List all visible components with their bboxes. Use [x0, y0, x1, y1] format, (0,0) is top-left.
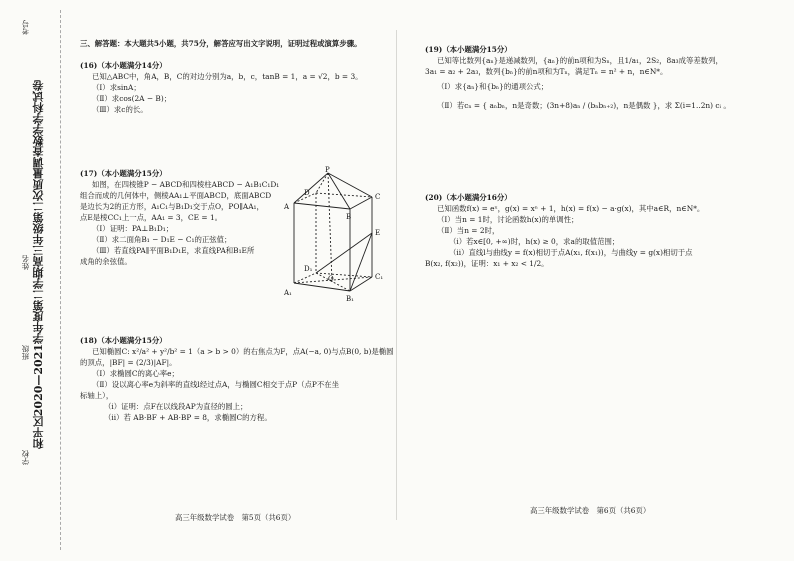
q20-part2: （Ⅱ）当n = 2时， — [437, 226, 500, 235]
binding-line — [60, 10, 62, 550]
question-19 — [425, 44, 767, 111]
q17-line: 组合而成的几何体中，侧棱AA₁⊥平面ABCD，底面ABCD — [80, 191, 272, 200]
prism-pyramid-figure — [280, 165, 392, 305]
q19-line: 已知等比数列{aₙ}是递减数列，{aₙ}的前n项和为Sₙ，且1/a₁，2S₂，8a₃成等差数列， — [437, 56, 723, 65]
question-18 — [80, 335, 394, 423]
question-17 — [80, 168, 279, 267]
q18-line: 已知椭圆C: x²/a² + y²/b² = 1（a > b > 0）的右焦点为F，点A(−a, 0)与点B(0, b)是椭圆 — [92, 347, 394, 356]
q17-part2: （Ⅱ）求二面角B₁ − D₁E − C₁的正弦值； — [92, 235, 232, 244]
label-C1: C₁ — [375, 273, 384, 281]
q17-part3: （Ⅲ）若直线PA∥平面B₁D₁E，求直线PA和B₁E所 — [92, 246, 255, 255]
q17-heading: (17)（本小题满分15分） — [80, 169, 167, 178]
q17-line: 点E是棱CC₁上一点，AA₁ = 3，CE = 1。 — [80, 213, 223, 222]
school-label: 学校 — [21, 450, 30, 465]
q20-line: B(x₂, f(x₂))，证明：x₁ + x₂ < 1/2。 — [425, 259, 549, 268]
q17-line: 如图，在四棱锥P − ABCD和四棱柱ABCD − A₁B₁C₁D₁ — [92, 180, 280, 189]
q17-line: 成角的余弦值。 — [80, 257, 132, 266]
q20-part1: （Ⅰ）当n = 1时，讨论函数h(x)的单调性； — [437, 215, 579, 224]
label-D: D — [304, 189, 310, 197]
label-O: O — [328, 275, 334, 283]
q16-heading: (16)（本小题满分14分） — [80, 61, 167, 70]
q19-part1: （Ⅰ）求{aₙ}和{bₙ}的通项公式； — [437, 82, 549, 91]
q19-line: 3a₁ = a₂ + 2a₃，数列{bₙ}的前n项和为Tₙ，满足Tₙ = n² + n，n∈N*。 — [425, 67, 668, 76]
question-16 — [80, 60, 363, 115]
label-P: P — [325, 166, 330, 174]
footer-page-5: 高三年级数学试卷 第5页（共6页） — [175, 513, 296, 522]
class-label: 班级 — [21, 345, 30, 360]
q20-part2-i: （ⅰ）若x∈[0, +∞)时，h(x) ≥ 0，求a的取值范围； — [449, 237, 620, 246]
q18-part2-i: （ⅰ）证明：点F在以线段AP为直径的圆上； — [104, 402, 248, 411]
q17-part1: （Ⅰ）证明：PA⊥B₁D₁； — [92, 224, 174, 233]
q18-part2-ii: （ⅱ）若 AB·BF + AB·BP = 8，求椭圆C的方程。 — [104, 413, 272, 422]
exam-no-label: 考号 — [21, 20, 30, 35]
q16-line: 已知△ABC中，角A，B，C的对边分别为a，b，c，tanB = 1，a = √2，b = 3。 — [92, 72, 363, 81]
label-C: C — [375, 193, 381, 201]
q19-heading: (19)（本小题满分15分） — [425, 45, 512, 54]
page-divider — [396, 30, 397, 520]
label-B: B — [346, 213, 352, 221]
label-A1: A₁ — [284, 289, 292, 297]
q16-part1: （Ⅰ）求sinA； — [92, 83, 141, 92]
footer-page-6: 高三年级数学试卷 第6页（共6页） — [530, 506, 651, 515]
q20-heading: (20)（本小题满分16分） — [425, 193, 512, 202]
q16-part2: （Ⅱ）求cos(2A − B)； — [92, 94, 172, 103]
q16-part3: （Ⅲ）求c的长。 — [92, 105, 148, 114]
q20-line: 已知函数f(x) = eˣ，g(x) = xⁿ + 1，h(x) = f(x) − a·g(x)，其中a∈R，n∈N*。 — [437, 204, 705, 213]
q18-part2: （Ⅱ）设以离心率e为斜率的直线l经过点A，与椭圆C相交于点P（点P不在坐 — [92, 380, 340, 389]
q18-line: 的顶点，|BF| = (2/3)|AF|。 — [80, 358, 177, 367]
name-label: 姓名 — [21, 255, 30, 270]
q18-part1: （Ⅰ）求椭圆C的离心率e； — [92, 369, 179, 378]
q18-heading: (18)（本小题满分15分） — [80, 336, 167, 345]
label-A: A — [284, 203, 290, 211]
label-E: E — [375, 229, 381, 237]
label-B1: B₁ — [346, 295, 354, 303]
exam-title-vertical: 和平区2020—2021学年度第二学期高三年级第二次质量调查数学学科试卷 — [32, 80, 45, 450]
q19-part2: （Ⅱ）若cₙ = { aₙbₙ，n是奇数；(3n+8)aₙ / (bₙbₙ₊₂)，n是偶数 }，求 Σ(i=1..2n) cᵢ 。 — [437, 101, 731, 110]
label-D1: D₁ — [304, 265, 313, 273]
q18-line: 标轴上）， — [80, 391, 114, 400]
q20-part2-ii: （ⅱ）直线l与曲线y = f(x)相切于点A(x₁, f(x₁))，与曲线y = g(x)相切于点 — [449, 248, 693, 257]
q17-line: 是边长为2的正方形，A₁C₁与B₁D₁交于点O，PO∥AA₁， — [80, 202, 264, 211]
question-20 — [425, 192, 767, 269]
section-heading: 三、解答题：本大题共5小题，共75分，解答应写出文字说明，证明过程或演算步骤。 — [80, 39, 362, 48]
